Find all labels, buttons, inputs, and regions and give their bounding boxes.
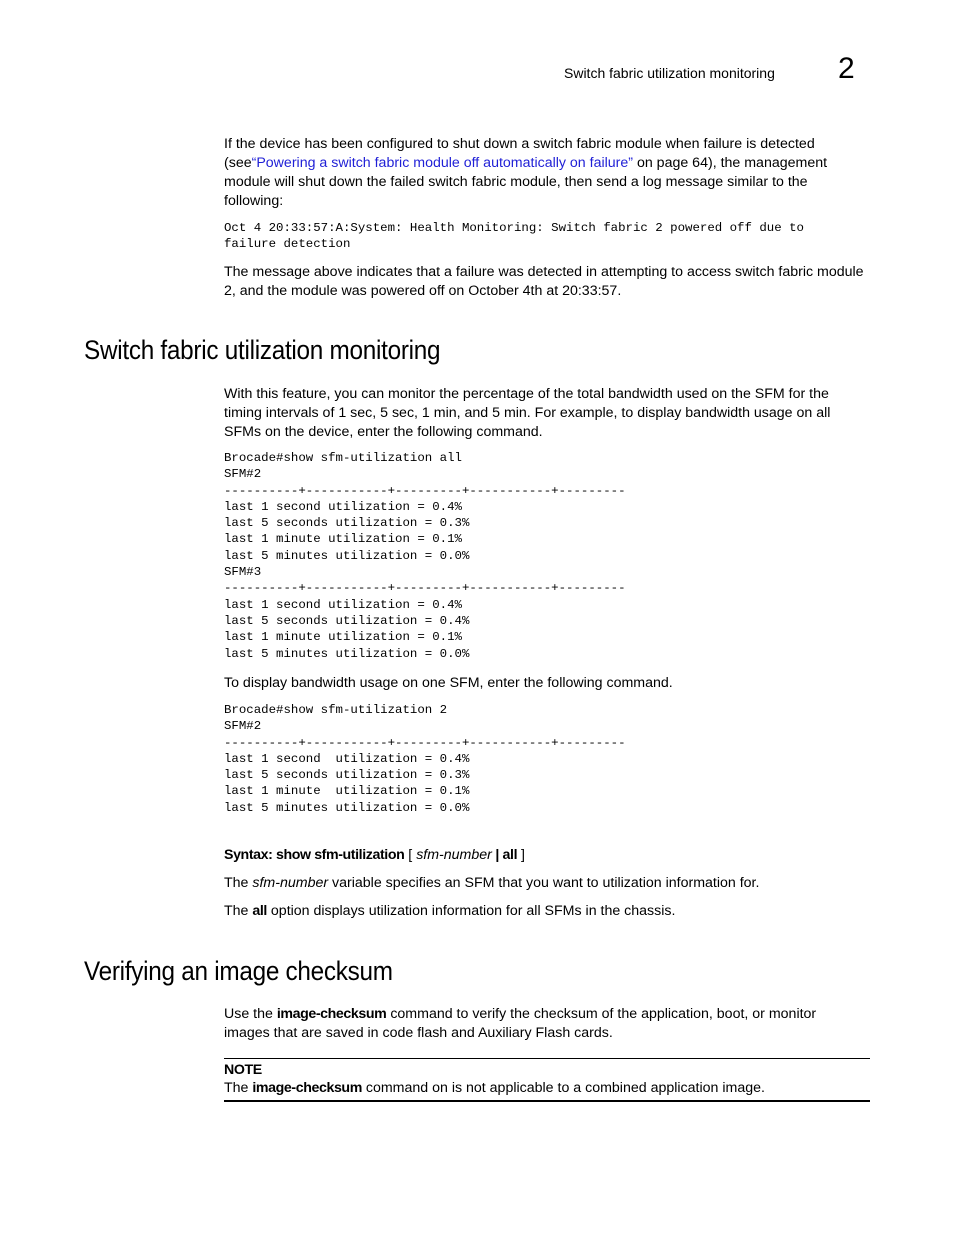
sfm-utilization-all-code: Brocade#show sfm-utilization all SFM#2 ----------+-----------+---------+-----------+--------- last 1 second utilization = 0.4% last 5 seconds utilization = 0.3% last 1 minute utilization = 0.1% last 5 minutes utilization = 0.0% SFM#3 ----------+-----------+---------+-----------+--------- last 1 second utilization = 0.4% last 5 seconds utilization = 0.4% last 1 minute utilization = 0.1% last 5 minutes utilization = 0.0% — [224, 451, 626, 661]
sfm-utilization-one-code: Brocade#show sfm-utilization 2 SFM#2 ----------+-----------+---------+-----------+--------- last 1 second utilization = 0.4% last 5 seconds utilization = 0.3% last 1 minute utilization = 0.1% last 5 minutes utilization = 0.0% — [224, 703, 626, 815]
all-option-description: The all option displays utilization information for all SFMs in the chassis. — [224, 903, 676, 919]
chapter-number: 2 — [838, 52, 855, 85]
intro-paragraph: If the device has been configured to shut down a switch fabric module when failure is detected (see“Powering a switch fabric module off automatically on failure” on page 64), the management module will shut down the failed switch fabric module, then send a log message similar to the following: — [224, 136, 828, 209]
section-heading-image-checksum: Verifying an image checksum — [84, 956, 393, 986]
log-message-code: Oct 4 20:33:57:A:System: Health Monitoring: Switch fabric 2 powered off due to failure detection — [224, 221, 804, 252]
note-text: The image-checksum command on is not applicable to a combined application image. — [224, 1080, 765, 1096]
sfm-number-description: The sfm-number variable specifies an SFM that you want to utilization information for. — [224, 875, 760, 891]
syntax-line: Syntax: show sfm-utilization [ sfm-number | all ] — [224, 847, 525, 863]
running-header-title: Switch fabric utilization monitoring — [564, 65, 775, 81]
sfm-intro-paragraph: With this feature, you can monitor the percentage of the total bandwidth used on the SFM for the timing intervals of 1 sec, 5 sec, 1 min, and 5 min. For example, to display bandwidth usage on all SFMs on the device, enter the following command. — [224, 386, 831, 440]
note-top-rule — [224, 1058, 870, 1059]
cross-reference-link[interactable]: “Powering a switch fabric module off automatically on failure” — [251, 155, 634, 171]
section-heading-sfm-utilization: Switch fabric utilization monitoring — [84, 335, 441, 365]
checksum-paragraph: Use the image-checksum command to verify the checksum of the application, boot, or monitor images that are saved in code flash and Auxiliary Flash cards. — [224, 1006, 817, 1041]
note-bottom-rule — [224, 1100, 870, 1102]
note-label: NOTE — [224, 1062, 262, 1078]
intro-explanation: The message above indicates that a failure was detected in attempting to access switch fabric module 2, and the module was powered off on October 4th at 20:33:57. — [224, 264, 864, 299]
one-sfm-paragraph: To display bandwidth usage on one SFM, enter the following command. — [224, 675, 673, 691]
